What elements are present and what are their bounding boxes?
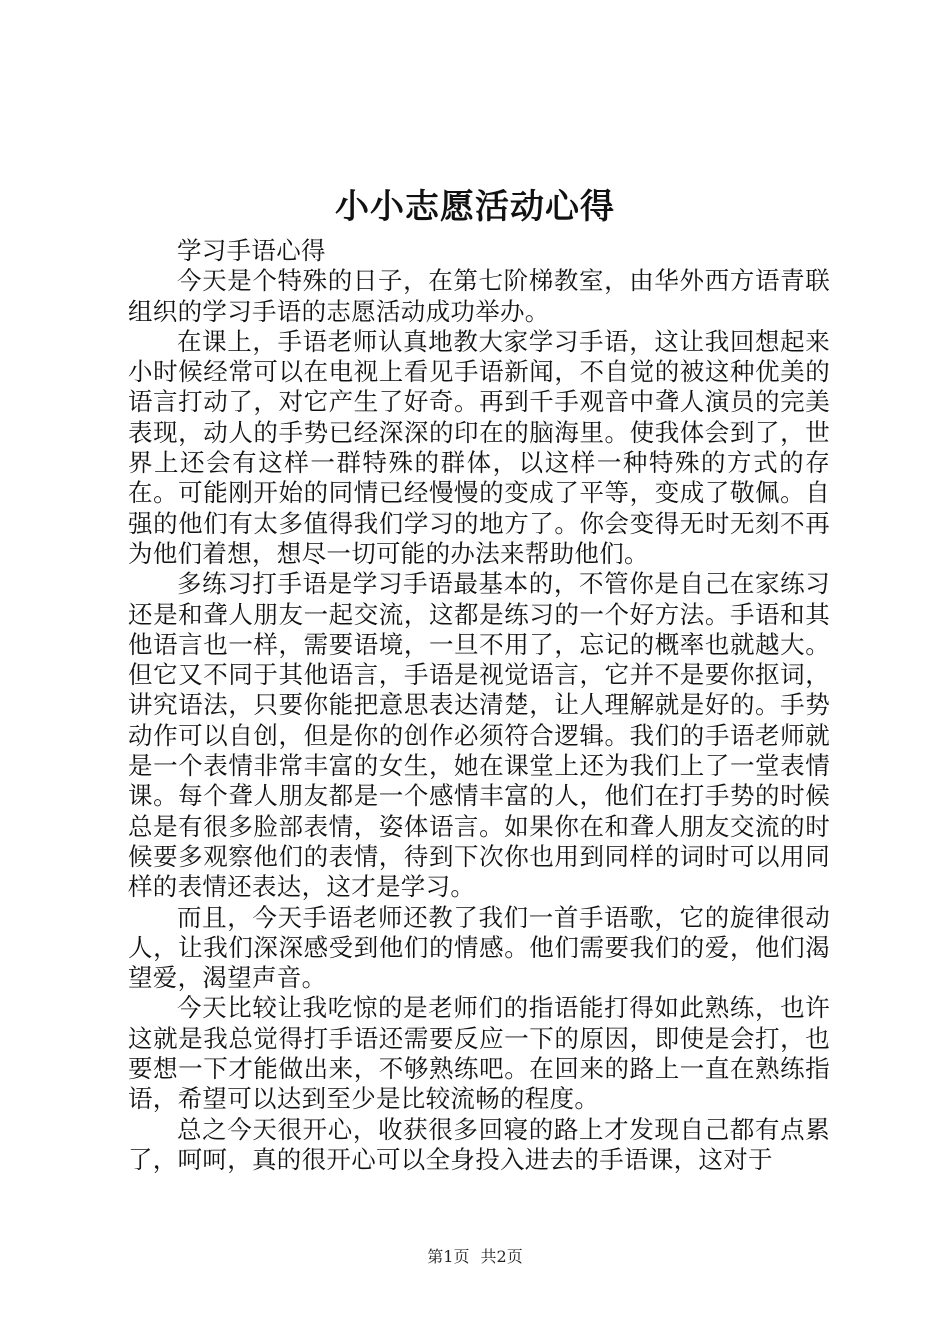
paragraph-4: 而且，今天手语老师还教了我们一首手语歌，它的旋律很动人，让我们深深感受到他们的情感。他们需要我们的爱，他们渴望爱，渴望声音。 (128, 902, 830, 993)
paragraph-6: 总之今天很开心，收获很多回寝的路上才发现自己都有点累了，呵呵，真的很开心可以全身投入进去的手语课，这对于 (128, 1114, 830, 1174)
document-body (128, 236, 830, 1175)
page-footer (0, 1247, 950, 1267)
paragraph-5: 今天比较让我吃惊的是老师们的指语能打得如此熟练，也许这就是我总觉得打手语还需要反应一下的原因，即使是会打，也要想一下才能做出来，不够熟练吧。在回来的路上一直在熟练指语，希望可以达到至少是比较流畅的程度。 (128, 993, 830, 1114)
paragraph-subtitle: 学习手语心得 (177, 236, 326, 265)
page-total: 共2页 (480, 1247, 523, 1266)
paragraph-3: 多练习打手语是学习手语最基本的，不管你是自己在家练习还是和聋人朋友一起交流，这都是练习的一个好方法。手语和其他语言也一样，需要语境，一旦不用了，忘记的概率也就越大。但它又不同于其他语言，手语是视觉语言，它并不是要你抠词，讲究语法，只要你能把意思表达清楚，让人理解就是好的。手势动作可以自创，但是你的创作必须符合逻辑。我们的手语老师就是一个表情非常丰富的女生，她在课堂上还为我们上了一堂表情课。每个聋人朋友都是一个感情丰富的人，他们在打手势的时候总是有很多脸部表情，姿体语言。如果你在和聋人朋友交流的时候要多观察他们的表情，待到下次你也用到同样的词时可以用同样的表情还表达，这才是学习。 (128, 569, 830, 902)
paragraph-1: 今天是个特殊的日子，在第七阶梯教室，由华外西方语青联组织的学习手语的志愿活动成功举办。 (128, 266, 830, 326)
paragraph-2: 在课上，手语老师认真地教大家学习手语，这让我回想起来小时候经常可以在电视上看见手语新闻，不自觉的被这种优美的语言打动了，对它产生了好奇。再到千手观音中聋人演员的完美表现，动人的手势已经深深的印在的脑海里。使我体会到了，世界上还会有这样一群特殊的群体，以这样一种特殊的方式的存在。可能刚开始的同情已经慢慢的变成了平等，变成了敬佩。自强的他们有太多值得我们学习的地方了。你会变得无时无刻不再为他们着想，想尽一切可能的办法来帮助他们。 (128, 326, 830, 568)
document-title: 小小志愿活动心得 (335, 187, 615, 227)
page-number: 第1页 (427, 1247, 470, 1266)
